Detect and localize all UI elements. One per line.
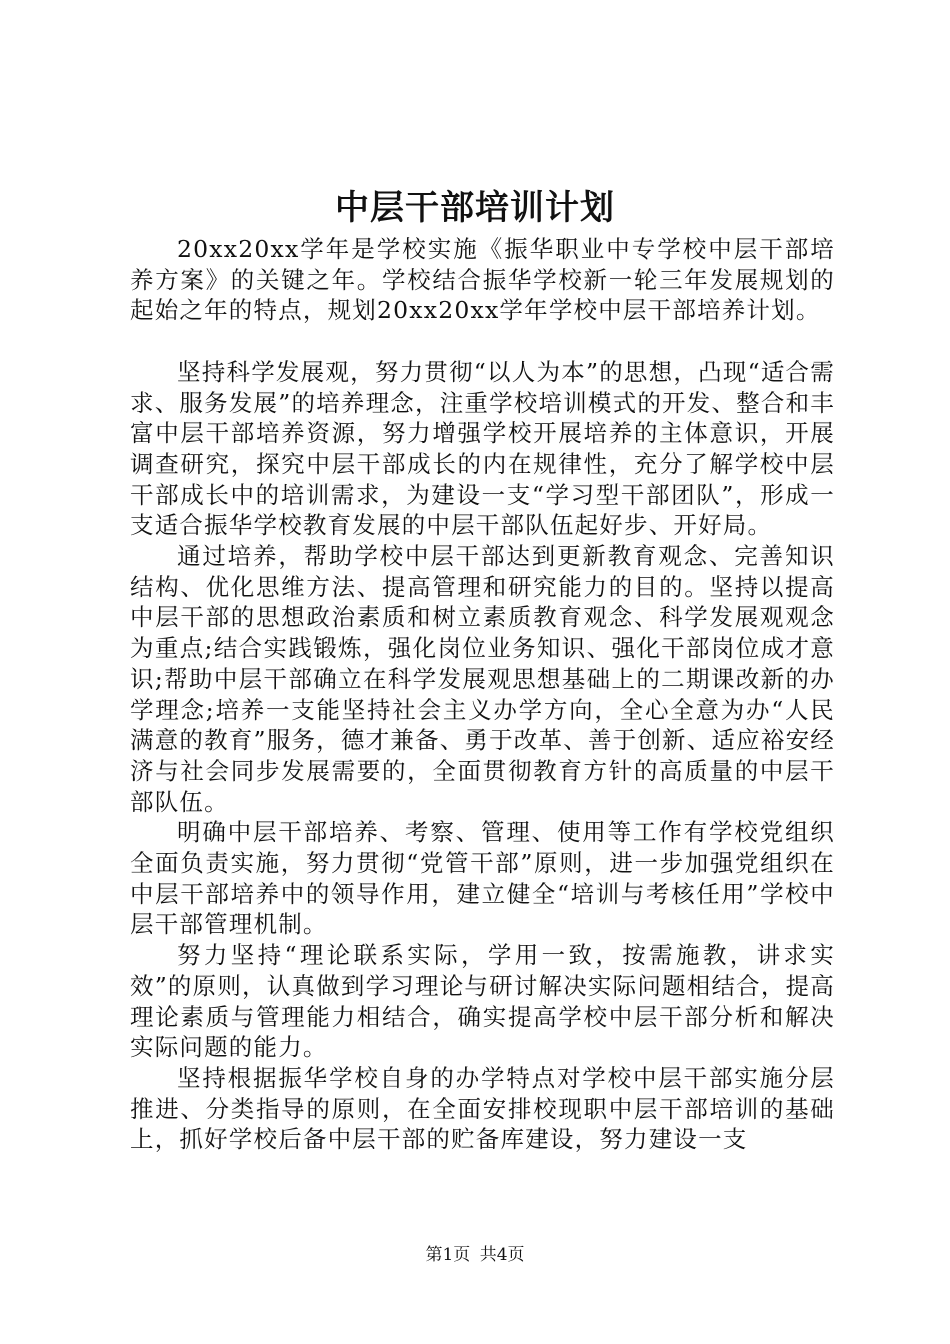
page-number: 第1页: [425, 1245, 471, 1265]
paragraph-2: 坚持科学发展观，努力贯彻“以人为本”的思想，凸现“适合需求、服务发展”的培养理念，注重学校培训模式的开发、整合和丰富中层干部培养资源，努力增强学校开展培养的主体意识，开展调查研究，探究中层干部成长的内在规律性，充分了解学校中层干部成长中的培训需求，为建设一支“学习型干部团队”，形成一支适合振华学校教育发展的中层干部队伍起好步、开好局。: [130, 357, 835, 540]
document-body: [130, 234, 835, 1155]
document-title: 中层干部培训计划: [335, 188, 615, 228]
page-footer: [0, 1243, 950, 1267]
paragraph-6: 坚持根据振华学校自身的办学特点对学校中层干部实施分层推进、分类指导的原则，在全面安排校现职中层干部培训的基础上，抓好学校后备中层干部的贮备库建设，努力建设一支: [130, 1063, 835, 1154]
page-total: 共4页: [479, 1245, 525, 1265]
paragraph-3: 通过培养，帮助学校中层干部达到更新教育观念、完善知识结构、优化思维方法、提高管理和研究能力的目的。坚持以提高中层干部的思想政治素质和树立素质教育观念、科学发展观观念为重点;结合实践锻炼，强化岗位业务知识、强化干部岗位成才意识;帮助中层干部确立在科学发展观思想基础上的二期课改新的办学理念;培养一支能坚持社会主义办学方向，全心全意为办“人民满意的教育”服务，德才兼备、勇于改革、善于创新、适应裕安经济与社会同步发展需要的，全面贯彻教育方针的高质量的中层干部队伍。: [130, 542, 835, 816]
paragraph-4: 明确中层干部培养、考察、管理、使用等工作有学校党组织全面负责实施，努力贯彻“党管干部”原则，进一步加强党组织在中层干部培养中的领导作用，建立健全“培训与考核任用”学校中层干部管理机制。: [130, 818, 835, 939]
paragraph-5: 努力坚持“理论联系实际，学用一致，按需施教，讲求实效”的原则，认真做到学习理论与研讨解决实际问题相结合，提高理论素质与管理能力相结合，确实提高学校中层干部分析和解决实际问题的能力。: [130, 941, 835, 1062]
paragraph-1: 20xx20xx学年是学校实施《振华职业中专学校中层干部培养方案》的关键之年。学校结合振华学校新一轮三年发展规划的起始之年的特点，规划20xx20xx学年学校中层干部培养计划。: [130, 235, 835, 325]
